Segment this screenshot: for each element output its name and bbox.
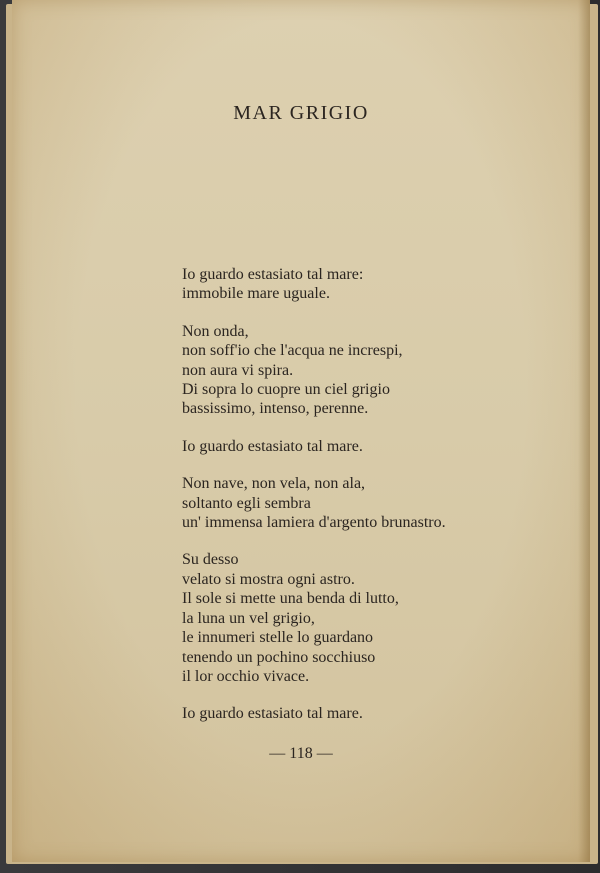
poem-line: Non onda, — [182, 322, 249, 340]
poem-line: Non nave, non vela, non ala, — [182, 475, 366, 493]
poem-line: Di sopra lo cuopre un ciel grigio — [182, 381, 390, 399]
page-number: — 118 — — [269, 745, 333, 762]
poem-line: Io guardo estasiato tal mare. — [182, 705, 363, 723]
stanza-6 — [182, 704, 582, 723]
poem-line: velato si mostra ogni astro. — [182, 570, 355, 588]
stanza-1 — [182, 265, 582, 304]
stanza-5 — [182, 550, 582, 686]
stanza-3 — [182, 437, 582, 456]
poem-line: Su desso — [182, 551, 239, 569]
stanza-2 — [182, 322, 582, 419]
poem-title: MAR GRIGIO — [233, 102, 369, 124]
book-page — [12, 0, 590, 862]
poem-line: un' immensa lamiera d'argento brunastro. — [182, 514, 446, 532]
poem-line: non aura vi spira. — [182, 361, 294, 379]
poem-line: il lor occhio vivace. — [182, 667, 310, 685]
stanza-4 — [182, 474, 582, 532]
poem-line: Io guardo estasiato tal mare: — [182, 266, 364, 283]
poem-line: la luna un vel grigio, — [182, 609, 315, 627]
poem-line: tenendo un pochino socchiuso — [182, 648, 376, 666]
poem-line: soltanto egli sembra — [182, 494, 311, 512]
poem-line: immobile mare uguale. — [182, 285, 330, 303]
poem-line: Io guardo estasiato tal mare. — [182, 437, 363, 455]
poem-line: le innumeri stelle lo guardano — [182, 629, 374, 647]
poem-line: bassissimo, intenso, perenne. — [182, 400, 369, 418]
poem-line: Il sole si mette una benda di lutto, — [182, 590, 399, 608]
poem-line: non soff'io che l'acqua ne increspi, — [182, 342, 403, 360]
poem-body — [182, 265, 582, 724]
